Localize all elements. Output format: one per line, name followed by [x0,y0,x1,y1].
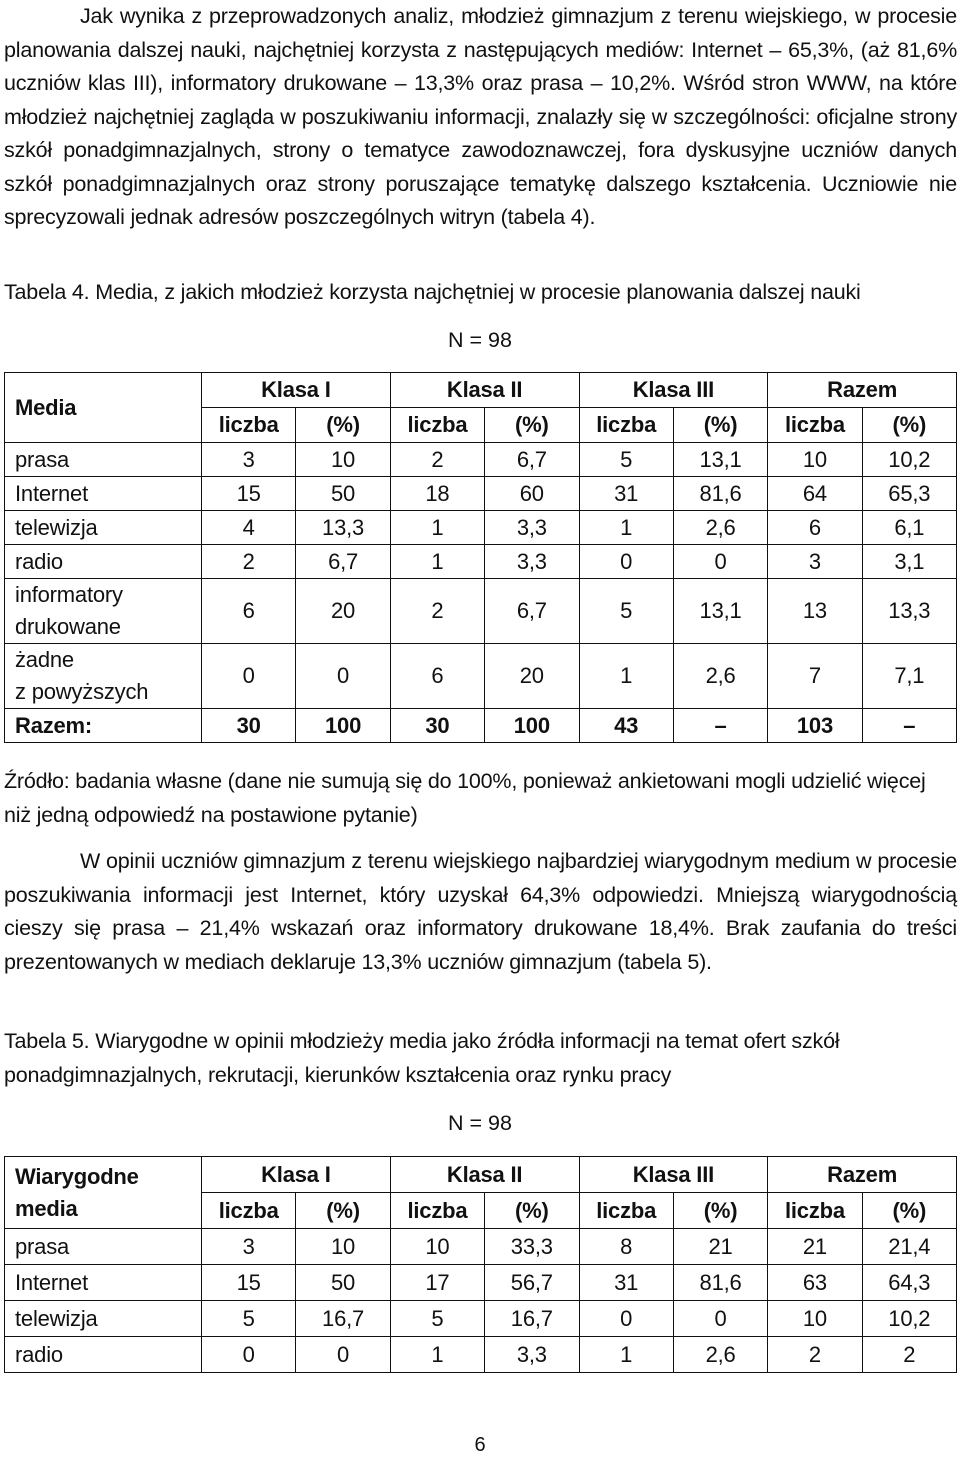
table-cell: 6,7 [296,545,390,579]
row-label: telewizja [5,511,202,545]
table-cell: 64 [768,477,862,511]
table-cell: 13 [768,579,862,644]
table4-source-note: Źródło: badania własne (dane nie sumują się do 100%, ponieważ ankietowani mogli udzielić więcej niż jedną odpowiedź na postawione pytanie) [4,769,926,827]
table4-header-row [5,373,957,408]
table-cell: 43 [579,709,673,743]
table-row [5,1229,957,1265]
table-cell: 3,3 [485,545,579,579]
table-cell: 6 [202,579,296,644]
table-cell: 0 [673,1301,767,1337]
table-cell: 5 [390,1301,484,1337]
table-cell: 3 [202,1229,296,1265]
table-cell: 30 [202,709,296,743]
table5-header-group: Klasa I [202,1157,391,1193]
table-row [5,443,957,477]
table-cell: 1 [579,644,673,709]
row-label: telewizja [5,1301,202,1337]
row-label-line: drukowane [15,614,121,639]
table-cell: 103 [768,709,862,743]
table-cell: 2 [768,1337,862,1373]
row-label: prasa [5,1229,202,1265]
table-row [5,644,957,709]
row-label-line: z powyższych [15,679,149,704]
table-cell: 3,3 [485,511,579,545]
table-cell: 50 [296,477,390,511]
table5-subheader: (%) [862,1193,956,1229]
table-cell: 2,6 [673,644,767,709]
table-cell: 100 [296,709,390,743]
table-cell: 6 [390,644,484,709]
table5-n-label: N = 98 [448,1111,512,1135]
table4-header-group: Klasa III [579,373,768,408]
table-cell: 63 [768,1265,862,1301]
page-number: 6 [474,1434,486,1456]
row-label-line: informatory [15,582,123,607]
row-label: radio [5,545,202,579]
table-row [5,1337,957,1373]
table4-total-label: Razem: [5,709,202,743]
table-cell: 50 [296,1265,390,1301]
table-cell: 20 [296,579,390,644]
table-cell: 21,4 [862,1229,956,1265]
table-cell: 60 [485,477,579,511]
table-cell: 3,1 [862,545,956,579]
table-cell: 31 [579,477,673,511]
table-5 [4,1156,957,1373]
table-cell: 0 [296,1337,390,1373]
table5-subheader: (%) [296,1193,390,1229]
table5-header-media-line: media [15,1195,78,1221]
table4-header-group: Klasa II [390,373,579,408]
table-cell: 10 [768,1301,862,1337]
table-row [5,1301,957,1337]
row-label [5,644,202,709]
table-cell: 1 [390,545,484,579]
table4-total-row [5,709,957,743]
table-cell: 0 [673,545,767,579]
table-cell: 6,7 [485,443,579,477]
table4-subheader: liczba [579,408,673,443]
table5-header-row [5,1157,957,1193]
table4-subheader: liczba [390,408,484,443]
table-cell: 2 [390,443,484,477]
paragraph-intro: Jak wynika z przeprowadzonych analiz, młodzież gimnazjum z terenu wiejskiego, w procesie planowania dalszej nauki, najchętniej korzysta z następujących mediów: Internet – 65,3%, (aż 81,6% uczniów klas III), informatory drukowane – 13,3% oraz prasa – 10,2%. Wśród stron WWW, na które młodzież najchętniej zagląda w poszukiwaniu informacji, znalazły się w szczególności: oficjalne strony szkół ponadgimnazjalnych, strony o tematyce zawodoznawczej, fora dyskusyjne uczniów danych szkół ponadgimnazjalnych oraz strony poruszające tematykę dalszego kształcenia. Uczniowie nie sprecyzowali jednak adresów poszczególnych witryn (tabela 4). [4,4,957,229]
table-cell: 1 [579,1337,673,1373]
table-cell: 2 [390,579,484,644]
table-cell: 15 [202,477,296,511]
row-label-line: żadne [15,647,74,672]
table-cell: 33,3 [485,1229,579,1265]
table-cell: 2,6 [673,511,767,545]
table-row [5,511,957,545]
table-cell: 2,6 [673,1337,767,1373]
table-cell: 7 [768,644,862,709]
table-cell: 30 [390,709,484,743]
table-cell: 13,3 [862,579,956,644]
table-cell: 6,1 [862,511,956,545]
table-cell: 20 [485,644,579,709]
table-cell: 0 [579,545,673,579]
table-cell: 4 [202,511,296,545]
table-cell: 6 [768,511,862,545]
table-cell: 10,2 [862,1301,956,1337]
table-cell: 1 [390,1337,484,1373]
table5-subheader: (%) [485,1193,579,1229]
table4-n-label: N = 98 [448,328,512,352]
paragraph-credibility: W opinii uczniów gimnazjum z terenu wiejskiego najbardziej wiarygodnym medium w procesie poszukiwania informacji jest Internet, który uzyskał 64,3% odpowiedzi. Mniejszą wiarygodnością cieszy się prasa – 21,4% wskazań oraz informatory drukowane 18,4%. Brak zaufania do treści prezentowanych w mediach deklaruje 13,3% uczniów gimnazjum (tabela 5). [4,849,957,974]
table-cell: 2 [202,545,296,579]
table-cell: 8 [579,1229,673,1265]
table4-header-group: Klasa I [202,373,391,408]
table5-header-media [5,1157,202,1229]
table-cell: 64,3 [862,1265,956,1301]
table5-body [5,1229,957,1373]
table-cell: 5 [202,1301,296,1337]
table5-subheader: liczba [390,1193,484,1229]
table-cell: 5 [579,443,673,477]
table-cell: 15 [202,1265,296,1301]
table-cell: 10 [768,443,862,477]
table-cell: 0 [202,644,296,709]
table-cell: – [673,709,767,743]
table4-subheader: liczba [202,408,296,443]
table-cell: 10 [296,1229,390,1265]
table5-header-media-line: Wiarygodne [15,1163,139,1189]
table-cell: 10 [390,1229,484,1265]
table-cell: 5 [579,579,673,644]
table-cell: 2 [862,1337,956,1373]
table5-header-group: Razem [768,1157,957,1193]
table5-caption: Tabela 5. Wiarygodne w opinii młodzieży media jako źródła informacji na temat ofert szkół ponadgimnazjalnych, rekrutacji, kierunków kształcenia oraz rynku pracy [4,1029,840,1087]
table4-header-media: Media [5,373,202,443]
table4-body [5,443,957,709]
table-cell: 13,1 [673,443,767,477]
table-cell: 10,2 [862,443,956,477]
table5-subheader: (%) [673,1193,767,1229]
table-cell: 6,7 [485,579,579,644]
table-cell: 0 [296,644,390,709]
table5-header-group: Klasa III [579,1157,768,1193]
row-label: prasa [5,443,202,477]
table-cell: 13,1 [673,579,767,644]
table-cell: 1 [579,511,673,545]
table-cell: 10 [296,443,390,477]
table-cell: 31 [579,1265,673,1301]
table-cell: 21 [768,1229,862,1265]
table-row [5,579,957,644]
table-cell: 100 [485,709,579,743]
row-label [5,579,202,644]
table4-subheader: liczba [768,408,862,443]
table-cell: 3 [768,545,862,579]
row-label: Internet [5,477,202,511]
table5-header-group: Klasa II [390,1157,579,1193]
row-label: Internet [5,1265,202,1301]
table-row [5,1265,957,1301]
table4-subheader: (%) [862,408,956,443]
table-4 [4,372,957,743]
row-label: radio [5,1337,202,1373]
table5-subheader: liczba [202,1193,296,1229]
table5-subheader: liczba [768,1193,862,1229]
table-row [5,545,957,579]
table-cell: 65,3 [862,477,956,511]
table-cell: 56,7 [485,1265,579,1301]
table-cell: – [862,709,956,743]
table-cell: 16,7 [485,1301,579,1337]
table-cell: 7,1 [862,644,956,709]
table-cell: 17 [390,1265,484,1301]
table-cell: 1 [390,511,484,545]
table4-header-group: Razem [768,373,957,408]
table-cell: 21 [673,1229,767,1265]
table4-subheader: (%) [673,408,767,443]
table-cell: 81,6 [673,1265,767,1301]
table-cell: 0 [202,1337,296,1373]
table-cell: 0 [579,1301,673,1337]
table-cell: 3,3 [485,1337,579,1373]
table5-subheader: liczba [579,1193,673,1229]
table-row [5,477,957,511]
table-cell: 3 [202,443,296,477]
table-cell: 16,7 [296,1301,390,1337]
table-cell: 81,6 [673,477,767,511]
table-cell: 13,3 [296,511,390,545]
table4-caption: Tabela 4. Media, z jakich młodzież korzysta najchętniej w procesie planowania dalszej nauki [4,280,861,304]
table4-subheader: (%) [296,408,390,443]
table-cell: 18 [390,477,484,511]
table4-subheader: (%) [485,408,579,443]
